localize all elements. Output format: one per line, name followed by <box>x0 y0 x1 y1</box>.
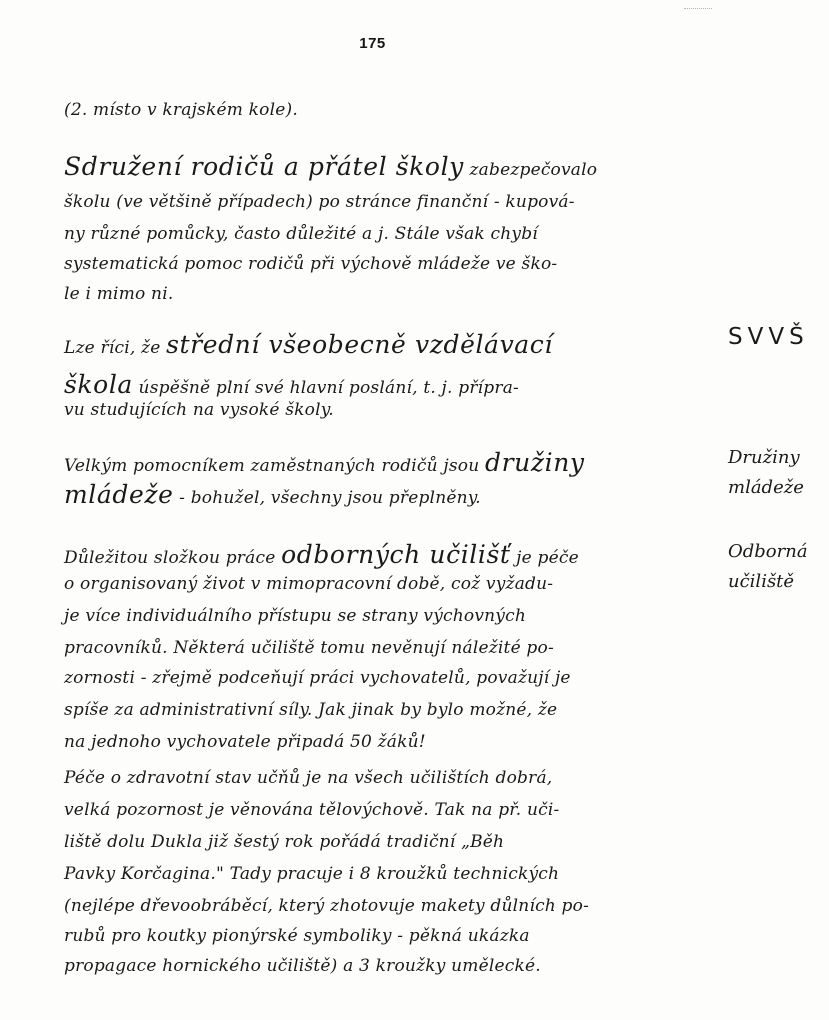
handwritten-line <box>64 574 553 594</box>
text-segment: školu (ve většině případech) po stránce finanční - kupová- <box>64 192 575 212</box>
text-segment: propagace hornického učiliště) a 3 kroužky umělecké. <box>64 956 541 976</box>
text-segment: zabezpečovalo <box>463 160 598 180</box>
text-segment: ny různé pomůcky, často důležité a j. Stále však chybí <box>64 224 538 244</box>
handwritten-line <box>64 956 541 976</box>
handwritten-line <box>64 152 597 181</box>
handwritten-line <box>64 224 538 244</box>
emphasized-phrase: Sdružení rodičů a přátel školy <box>64 152 464 181</box>
handwritten-line <box>64 768 552 788</box>
handwritten-line <box>64 832 504 852</box>
handwritten-line <box>64 606 526 626</box>
handwritten-line <box>64 864 559 884</box>
handwritten-line <box>64 732 426 752</box>
handwritten-line <box>64 480 481 509</box>
emphasized-phrase: družiny <box>484 448 585 477</box>
handwritten-line <box>64 926 530 946</box>
text-segment: Důležitou složkou práce <box>64 548 282 568</box>
text-segment: je více individuálního přístupu se strany výchovných <box>64 606 526 626</box>
text-segment: spíše za administrativní síly. Jak jinak by bylo možné, že <box>64 700 558 720</box>
text-segment: le i mimo ni. <box>64 284 174 304</box>
text-segment: pracovníků. Některá učiliště tomu nevěnují náležité po- <box>64 638 554 658</box>
emphasized-phrase: škola <box>64 370 133 399</box>
text-segment: velká pozornost je věnována tělovýchově. Tak na př. uči- <box>64 800 560 820</box>
emphasized-phrase: střední všeobecně vzdělávací <box>166 330 553 359</box>
margin-note-line: Odborná <box>728 541 808 562</box>
text-segment: systematická pomoc rodičů při výchově mládeže ve ško- <box>64 254 558 274</box>
handwritten-line <box>64 448 585 477</box>
emphasized-phrase: mládeže <box>64 480 174 509</box>
handwritten-line <box>64 800 559 820</box>
margin-note-druziny <box>728 443 804 503</box>
margin-note-line: Družiny <box>728 447 800 468</box>
handwritten-line <box>64 370 519 399</box>
text-segment: Velkým pomocníkem zaměstnaných rodičů jsou <box>64 456 485 476</box>
text-segment: úspěšně plní své hlavní poslání, t. j. přípra- <box>132 378 519 398</box>
margin-note-uciliste <box>728 537 808 597</box>
margin-note-line: učiliště <box>728 571 795 592</box>
handwritten-line <box>64 330 553 359</box>
handwritten-line <box>64 284 173 304</box>
margin-note-svvs <box>728 322 809 352</box>
handwritten-line <box>64 638 554 658</box>
text-segment: Lze říci, že <box>64 338 167 358</box>
text-segment: o organisovaný život v mimopracovní době, což vyžadu- <box>64 574 554 594</box>
text-segment: liště dolu Dukla již šestý rok pořádá tradiční „Běh <box>64 832 505 852</box>
text-segment: (2. místo v krajském kole). <box>64 100 298 120</box>
handwritten-line <box>64 700 557 720</box>
text-segment: vu studujících na vysoké školy. <box>64 400 334 420</box>
emphasized-phrase: odborných učilišť <box>281 540 511 569</box>
handwritten-line <box>64 400 334 420</box>
handwritten-line <box>64 192 575 212</box>
handwritten-line <box>64 100 298 120</box>
text-segment: - bohužel, všechny jsou přeplněny. <box>173 488 481 508</box>
handwritten-line <box>64 896 589 916</box>
stray-mark <box>684 0 712 9</box>
handwritten-line <box>64 254 557 274</box>
text-segment: (nejlépe dřevoobráběcí, který zhotovuje makety důlních po- <box>64 896 590 916</box>
text-segment: na jednoho vychovatele připadá 50 žáků! <box>64 732 426 752</box>
text-segment: zornosti - zřejmě podceňují práci vychovatelů, považují je <box>64 668 571 688</box>
text-segment: Pavky Korčagina." Tady pracuje i 8 kroužků technických <box>64 864 560 884</box>
handwritten-line <box>64 668 571 688</box>
margin-note-line: mládeže <box>728 477 804 498</box>
text-segment: je péče <box>510 548 579 568</box>
handwritten-line <box>64 540 579 569</box>
margin-note-line: SVVŠ <box>728 324 809 350</box>
text-segment: Péče o zdravotní stav učňů je na všech učilištích dobrá, <box>64 768 553 788</box>
page-number: 175 <box>359 35 386 52</box>
text-segment: rubů pro koutky pionýrské symboliky - pěkná ukázka <box>64 926 530 946</box>
